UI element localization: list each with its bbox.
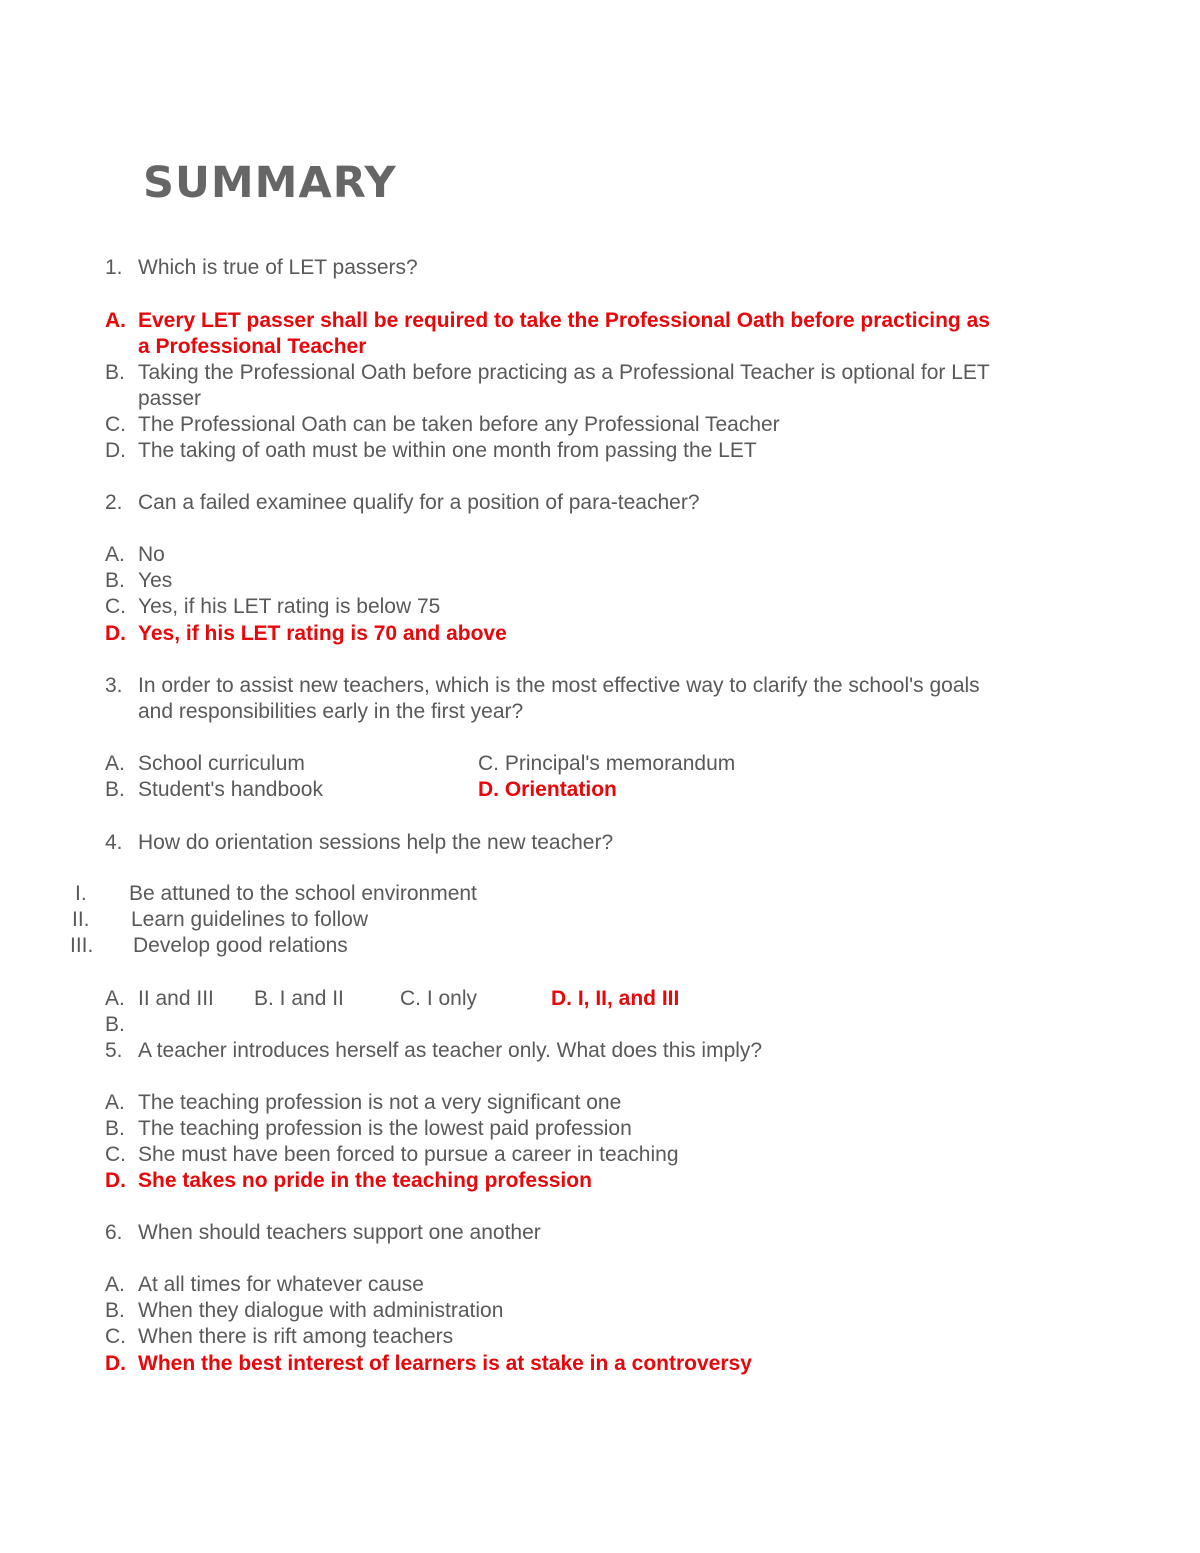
option-label: B.	[105, 1299, 125, 1322]
question-1	[105, 255, 418, 281]
option-label: B.	[105, 361, 125, 384]
q2-option-b	[105, 568, 172, 594]
option-text: When there is rift among teachers	[138, 1325, 454, 1348]
q1-option-b-cont	[138, 386, 201, 412]
roman-text: Be attuned to the school environment	[129, 882, 477, 905]
option-label: D.	[105, 439, 126, 462]
q4-option-d	[551, 986, 679, 1012]
roman-item	[75, 881, 477, 907]
option-text: When the best interest of learners is at stake in a controversy	[138, 1352, 752, 1375]
option-text: B. I and II	[254, 987, 344, 1010]
option-label: C.	[105, 1143, 126, 1166]
question-text: Can a failed examinee qualify for a position of para-teacher?	[138, 491, 700, 514]
option-text: The teaching profession is the lowest paid profession	[138, 1117, 632, 1140]
option-label: B.	[105, 778, 125, 801]
option-text: She takes no pride in the teaching profession	[138, 1169, 592, 1192]
question-3-cont	[138, 699, 523, 725]
option-label: B.	[105, 1013, 125, 1036]
option-label: A.	[105, 752, 125, 775]
q2-option-a	[105, 542, 165, 568]
q6-option-b	[105, 1298, 503, 1324]
option-text: At all times for whatever cause	[138, 1273, 424, 1296]
roman-item	[70, 933, 348, 959]
option-text: C. I only	[400, 987, 478, 1010]
stray-label	[105, 1012, 125, 1038]
q1-option-d	[105, 438, 757, 464]
q6-option-d	[105, 1351, 752, 1377]
option-text: Yes, if his LET rating is 70 and above	[138, 622, 507, 645]
option-label: A.	[105, 543, 125, 566]
question-text: and responsibilities early in the first year?	[138, 700, 524, 723]
option-label: D.	[478, 778, 499, 801]
question-6	[105, 1220, 541, 1246]
q6-option-a	[105, 1272, 424, 1298]
option-label: C.	[105, 595, 126, 618]
option-text: School curriculum	[138, 752, 305, 775]
q2-option-d	[105, 621, 507, 647]
q2-option-c	[105, 594, 440, 620]
option-label: D.	[105, 1169, 126, 1192]
q3-option-c	[478, 751, 735, 777]
question-number: 3.	[105, 674, 123, 697]
option-label: A.	[105, 1091, 125, 1114]
q5-option-d	[105, 1168, 592, 1194]
q3-option-b	[105, 777, 323, 803]
option-label: D.	[105, 1352, 126, 1375]
q4-option-a	[105, 986, 214, 1012]
question-number: 5.	[105, 1039, 123, 1062]
q1-option-a	[105, 308, 990, 334]
q5-option-b	[105, 1116, 632, 1142]
option-label: B.	[105, 569, 125, 592]
option-text: D. I, II, and III	[551, 987, 680, 1010]
option-label: A.	[105, 987, 125, 1010]
question-number: 1.	[105, 256, 123, 279]
q1-option-c	[105, 412, 780, 438]
option-text: Yes	[138, 569, 173, 592]
option-text: Every LET passer shall be required to take the Professional Oath before practicing as	[138, 309, 990, 332]
question-text: Which is true of LET passers?	[138, 256, 418, 279]
q3-option-d	[478, 777, 617, 803]
option-text: No	[138, 543, 165, 566]
option-text: Principal's memorandum	[504, 752, 736, 775]
question-text: In order to assist new teachers, which is the most effective way to clarify the school's goals	[138, 674, 980, 697]
option-label: C.	[105, 1325, 126, 1348]
option-text: When they dialogue with administration	[138, 1299, 504, 1322]
option-text: II and III	[138, 987, 214, 1010]
roman-label: II.	[72, 908, 90, 931]
option-text: passer	[138, 387, 202, 410]
option-text: Taking the Professional Oath before practicing as a Professional Teacher is optional for LET	[138, 361, 990, 384]
roman-item	[72, 907, 368, 933]
question-3	[105, 673, 980, 699]
option-text: The teaching profession is not a very significant one	[138, 1091, 622, 1114]
option-label: A.	[105, 309, 126, 332]
q4-option-b	[254, 986, 344, 1012]
question-2	[105, 490, 700, 516]
question-number: 4.	[105, 831, 123, 854]
question-number: 2.	[105, 491, 123, 514]
option-text: Student's handbook	[138, 778, 323, 801]
q6-option-c	[105, 1324, 453, 1350]
option-label: C.	[105, 413, 126, 436]
option-text: Orientation	[504, 778, 617, 801]
question-text: When should teachers support one another	[138, 1221, 541, 1244]
option-text: The taking of oath must be within one month from passing the LET	[138, 439, 757, 462]
q4-option-c	[400, 986, 477, 1012]
option-label: C.	[478, 752, 499, 775]
q1-option-b	[105, 360, 990, 386]
q3-option-a	[105, 751, 305, 777]
option-text: She must have been forced to pursue a career in teaching	[138, 1143, 679, 1166]
question-text: How do orientation sessions help the new teacher?	[138, 831, 614, 854]
q1-option-a-cont	[138, 334, 366, 360]
page-title: SUMMARY	[143, 158, 397, 208]
option-text: Yes, if his LET rating is below 75	[138, 595, 441, 618]
roman-label: I.	[75, 882, 87, 905]
roman-text: Develop good relations	[133, 934, 348, 957]
roman-text: Learn guidelines to follow	[131, 908, 368, 931]
question-text: A teacher introduces herself as teacher only. What does this imply?	[138, 1039, 763, 1062]
option-label: B.	[105, 1117, 125, 1140]
option-label: D.	[105, 622, 126, 645]
option-text: a Professional Teacher	[138, 335, 367, 358]
option-text: The Professional Oath can be taken before any Professional Teacher	[138, 413, 780, 436]
question-number: 6.	[105, 1221, 123, 1244]
q5-option-c	[105, 1142, 679, 1168]
q5-option-a	[105, 1090, 621, 1116]
option-label: A.	[105, 1273, 125, 1296]
roman-label: III.	[70, 934, 94, 957]
question-4	[105, 830, 613, 856]
question-5	[105, 1038, 762, 1064]
